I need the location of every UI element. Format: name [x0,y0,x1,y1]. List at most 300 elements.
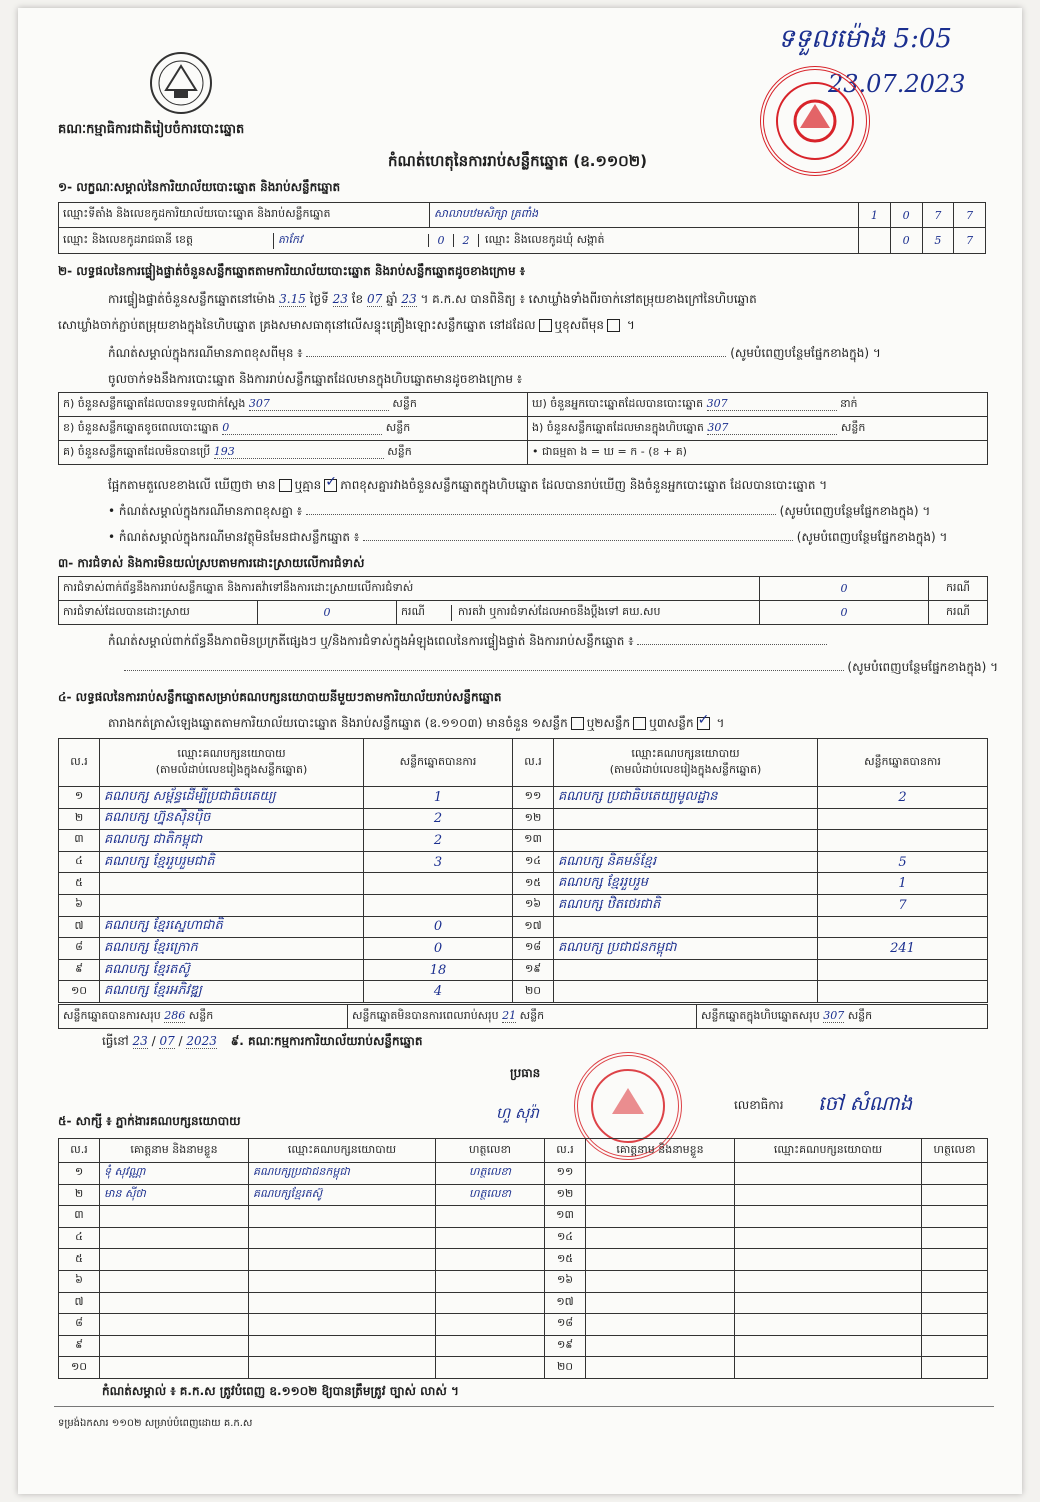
label: ង) ចំនួនសន្លឹកឆ្នោតដែលមានក្នុងហិបឆ្នោត [532,420,704,434]
unit: សន្លឹក [188,1008,214,1022]
witness-name [586,1249,735,1271]
witness-signature [436,1270,545,1292]
row-no: ១១ [545,1163,586,1185]
col-no: ល.រ [59,1139,100,1163]
witness-name: ទុំ សុវណ្ណា [100,1163,249,1185]
row-no: ២ [59,1184,100,1206]
party-name: គណបក្ស ខ្មែរតស៊ូ [100,959,364,981]
table-row [59,787,988,809]
text: ភាពខុសគ្នារវាងចំនួនសន្លឹកឆ្នោតក្នុងហិបឆ្នោត ដែលបានរាប់ឃើញ និងចំនួនអ្នកបោះឆ្នោត ដែលបានបោះឆ្នោត ។ [340,478,828,492]
code-digit: 5 [922,228,954,254]
row-no: ១ [59,787,100,809]
table-row [59,1357,988,1379]
code-digit: 7 [922,203,954,228]
sec2-bullet1 [108,504,998,519]
row-no: ១០ [59,1357,100,1379]
row-no: ២០ [513,981,554,1003]
row-no: ១០ [59,981,100,1003]
sec4-subline: តារាងកត់ត្រាសំឡេងឆ្នោតតាមការិយាល័យបោះឆ្នោត និងរាប់សន្លឹកឆ្នោត (ឧ.១១០៣) មានចំនួន ១សន្លឹក ឬ២សន្លឹក ឬ៣សន្លឹក✓ ។ [108,716,998,731]
unit: សន្លឹក [847,1008,873,1022]
text: តារាងកត់ត្រាសំឡេងឆ្នោតតាមការិយាល័យបោះឆ្នោត និងរាប់សន្លឹកឆ្នោត (ឧ.១១០៣) មានចំនួន ១សន្លឹក [108,716,568,730]
witness-signature [922,1314,988,1336]
witness-party [249,1227,436,1249]
witness-party [249,1270,436,1292]
witness-signature [436,1227,545,1249]
row-no: ៤ [59,1227,100,1249]
text: ផ្អែកតាមតួលេខខាងលើ ឃើញថា មាន [108,478,276,492]
sec3-row1-value: 0 [760,577,929,601]
sec2-line2: សោឃ្លាំងចាក់ភ្ជាប់តម្រុយខាងក្នុងនៃហិបឆ្នោត គ្រងសមាសធាតុនៅលើសន្ទុះគ្រឿងឡោះសន្លឹកឆ្នោត នៅដដែល ឬខុសពីមុន ។ [58,318,635,332]
label: សន្លឹកឆ្នោតបានការសរុប [63,1008,161,1022]
sec4-title: ៤- លទ្ធផលនៃការរាប់សន្លឹកឆ្នោតសម្រាប់គណបក្សនយោបាយនីមួយៗតាមការិយាល័យរាប់សន្លឹកឆ្នោត [58,690,502,704]
text: ថ្ងៃទី [309,292,329,306]
sec1-title: ១- លក្ខណៈសម្គាល់នៃការិយាល័យបោះឆ្នោត និងរាប់សន្លឹកឆ្នោត [58,180,341,194]
col-no: ល.រ [59,739,100,787]
code-digit: 0 [890,203,922,228]
formula: • ជាធម្មតា ង = ឃ = ក - (ខ + គ) [532,444,687,458]
text: កំណត់សម្គាល់ក្នុងករណីមានភាពខុសពីមុន ៖ [108,346,303,360]
sec2-line4: ចូលចាក់ទងនឹងការបោះឆ្នោត និងការរាប់សន្លឹកឆ្នោតដែលមានក្នុងហិបឆ្នោតមានដូចខាងក្រោម ៖ [108,372,523,386]
spoiled-ballots-value: 0 [222,421,382,435]
three-sheet-checkbox[interactable] [697,717,710,730]
row-no: ៨ [59,1314,100,1336]
has-difference-checkbox[interactable] [279,479,292,492]
party-votes: 7 [818,894,988,916]
witness-party [735,1184,922,1206]
row-no: ១៣ [545,1206,586,1228]
party-votes: 2 [818,787,988,809]
sec1-table [58,202,986,254]
row-no: ១៦ [545,1270,586,1292]
sec5-title: ៥- សាក្សី ៖ ភ្នាក់ងារគណបក្សនយោបាយ [58,1114,241,1128]
col-name: គោត្តនាម និងនាមខ្លួន [586,1139,735,1163]
one-sheet-checkbox[interactable] [571,717,584,730]
table-row [59,830,988,852]
party-name: គណបក្ស ខ្មែររួបរួម [554,873,818,895]
witness-signature [922,1270,988,1292]
sec3-row2-label: ការជំទាស់ដែលបានដោះស្រាយ [59,601,258,625]
col-party [554,739,818,787]
label: សន្លឹកឆ្នោតក្នុងហិបឆ្នោតសរុប [701,1008,820,1022]
row-no: ៦ [59,1270,100,1292]
witness-party [249,1357,436,1379]
unit: ករណី [929,601,988,625]
row-no: ១៩ [513,959,554,981]
text: (តាមលំដាប់លេខរៀងក្នុងសន្លឹកឆ្នោត) [155,762,308,776]
row-no: ១២ [545,1184,586,1206]
row-no: ១៤ [545,1227,586,1249]
row-no: ៧ [59,1292,100,1314]
sec2-check-line [108,478,998,493]
totals-table [58,1004,988,1029]
row-no: ៥ [59,873,100,895]
unit: នាក់ [840,396,858,410]
witness-party [735,1335,922,1357]
witness-signature [436,1292,545,1314]
committee-label: ៩. គណៈកម្មការការិយាល័យរាប់សន្លឹកឆ្នោត [230,1034,423,1048]
witness-signature [922,1163,988,1185]
text: ។ គ.ក.ស បានពិនិត្យ ៖ សោឃ្លាំងទាំងពីរចាក់នៅតម្រុយខាងក្រៅនៃហិបឆ្នោត [420,292,757,306]
label: សន្លឹកឆ្នោតមិនបានការពេលរាប់សរុប [352,1008,499,1022]
witness-name [586,1206,735,1228]
witness-table [58,1138,988,1379]
party-votes: 4 [364,981,513,1003]
witness-signature [436,1206,545,1228]
unit: សន្លឹក [385,420,411,434]
party-name [100,894,364,916]
code-digit: 2 [453,234,479,247]
sec1-row2 [59,228,859,254]
sec1-row1-value: សាលាបឋមសិក្សា ត្រពាំង [430,203,859,228]
party-votes [818,959,988,981]
date-day: 23 [132,1034,148,1048]
unit: ករណី [397,605,452,621]
sec3-row2-value: 0 [258,601,397,625]
witness-party [249,1335,436,1357]
row-no: ១២ [513,808,554,830]
total-valid-value: 286 [164,1008,186,1022]
text: ឈ្មោះគណបក្សនយោបាយ [177,746,286,760]
label: ក) ចំនួនសន្លឹកឆ្នោតដែលបានទទួលជាក់ស្តែង [63,396,246,410]
unit: សន្លឹក [519,1008,545,1022]
text: ខែ [351,292,364,306]
party-votes: 241 [818,938,988,960]
date-line: ធ្វើនៅ 23 / 07 / 2023 ៩. គណៈកម្មការការិយាល័យរាប់សន្លឹកឆ្នោត [102,1034,423,1048]
party-name: គណបក្ស ខ្មែរក្រោក [100,938,364,960]
witness-party [249,1292,436,1314]
witness-name [100,1292,249,1314]
table-row [59,916,988,938]
sec3-row1-label: ការជំទាស់ពាក់ព័ន្ធនឹងការរាប់សន្លឹកឆ្នោត និងការតវ៉ាទៅនឹងការដោះស្រាយលើការជំទាស់ [59,577,760,601]
row-no: ១៣ [513,830,554,852]
party-name [554,830,818,852]
text: ការផ្ទៀងផ្ទាត់ចំនួនសន្លឹកឆ្នោតនៅម៉ោង [108,292,276,306]
total-invalid-value: 21 [502,1008,517,1022]
witness-signature: ហត្ថលេខា [436,1184,545,1206]
witness-name [586,1184,735,1206]
row-no: ៩ [59,959,100,981]
sec3-table [58,576,988,625]
party-name: គណបក្ស ឋិតថេរជាតិ [554,894,818,916]
row-no: ១៦ [513,894,554,916]
witness-name [586,1292,735,1314]
witness-signature [922,1357,988,1379]
party-votes: 18 [364,959,513,981]
party-name [100,873,364,895]
top-note: ទទួលម៉ោង 5:05 [778,24,952,54]
unit: សន្លឹក [840,420,866,434]
form-sheet [18,8,1022,1494]
text: • កំណត់សម្គាល់ក្នុងករណីមានភាពខុសគ្នា ៖ [108,504,303,518]
party-name: គណបក្ស ប្រជាជនកម្ពុជា [554,938,818,960]
witness-body [59,1163,988,1379]
witness-name [100,1249,249,1271]
total-box-value: 307 [823,1008,845,1022]
row-no: ១១ [513,787,554,809]
witness-signature [922,1206,988,1228]
row-no: ២ [59,808,100,830]
text: សោឃ្លាំងចាក់ភ្ជាប់តម្រុយខាងក្នុងនៃហិបឆ្នោត គ្រងសមាសធាតុនៅលើសន្ទុះគ្រឿងឡោះសន្លឹកឆ្នោត នៅដដែល [58,318,536,332]
table-row [59,851,988,873]
row-no: ១ [59,1163,100,1185]
text: ឬ២សន្លឹក [586,716,631,730]
party-votes [364,873,513,895]
received-ballots-value: 307 [249,397,389,411]
witness-signature [436,1357,545,1379]
row-no: ១៥ [513,873,554,895]
time-value: 3.15 [279,292,306,306]
code-digit: 0 [890,228,922,254]
witness-signature: ហត្ថលេខា [436,1163,545,1185]
text: ឬខុសពីមុន [554,318,605,332]
witness-party [735,1292,922,1314]
date-year: 2023 [186,1034,217,1048]
witness-party [735,1314,922,1336]
witness-name [586,1163,735,1185]
row-no: ១៧ [513,916,554,938]
party-name: គណបក្ស និគមន៍ខ្មែរ [554,851,818,873]
col-party [100,739,364,787]
president-name: ហួ សុរ៉ា [496,1104,539,1122]
party-name: គណបក្ស ជាតិកម្ពុជា [100,830,364,852]
witness-party [735,1270,922,1292]
two-sheet-checkbox[interactable] [633,717,646,730]
sec1-row2-value: តាកែវ [273,233,428,249]
row-no: ២០ [545,1357,586,1379]
col-votes: សន្លឹកឆ្នោតបានការ [364,739,513,787]
party-name: គណបក្ស ប្រជាធិបតេយ្យមូលដ្ឋាន [554,787,818,809]
witness-name [586,1335,735,1357]
party-name: គណបក្ស ខ្មែរស្នេហាជាតិ [100,916,364,938]
table-row [59,1270,988,1292]
witness-signature [436,1335,545,1357]
footer-divider [54,1406,994,1407]
col-party: ឈ្មោះគណបក្សនយោបាយ [735,1139,922,1163]
row-no: ១៨ [513,938,554,960]
witness-party [735,1249,922,1271]
code-digit: 7 [954,203,986,228]
emblem-icon [146,48,216,118]
table-row [59,873,988,895]
table-row [59,938,988,960]
sec2-counts-table [58,392,988,465]
ballots-in-box-value: 307 [707,421,837,435]
day-value: 23 [332,292,348,306]
table-row [59,1206,988,1228]
party-votes [818,830,988,852]
witness-name [100,1314,249,1336]
witness-signature [436,1249,545,1271]
witness-party [735,1206,922,1228]
sec1-row2-label-b: ឈ្មោះ និងលេខកូដឃុំ សង្កាត់ [485,232,605,246]
sec3-note [108,634,998,649]
row-no: ៧ [59,916,100,938]
party-votes: 1 [364,787,513,809]
row-no: ៣ [59,830,100,852]
sec3-row2-value-b: 0 [760,601,929,625]
table-row [59,981,988,1003]
party-name [554,959,818,981]
changed-checkbox[interactable] [607,319,620,332]
col-no: ល.រ [545,1139,586,1163]
witness-party [249,1206,436,1228]
unit: សន្លឹក [387,444,412,458]
row-no: ១៥ [545,1249,586,1271]
text: ឈ្មោះគណបក្សនយោបាយ [631,746,740,760]
party-votes: 0 [364,916,513,938]
witness-signature [922,1184,988,1206]
party-votes: 2 [364,808,513,830]
table-row [59,1335,988,1357]
unit: សន្លឹក [392,396,417,410]
text: (តាមលំដាប់លេខរៀងក្នុងសន្លឹកឆ្នោត) [609,762,762,776]
party-votes: 0 [364,938,513,960]
row-no: ៨ [59,938,100,960]
sec3-fill-line [58,660,998,675]
party-name: គណបក្ស ហ្វ៊ុនស៊ិនប៉ិច [100,808,364,830]
col-sign: ហត្ថលេខា [436,1139,545,1163]
committee-name: គណៈកម្មាធិការជាតិរៀបចំការបោះឆ្នោត [58,122,245,137]
footer-text: ទម្រង់ឯកសារ ១១០២ សម្រាប់បំពេញដោយ គ.ក.ស [58,1418,253,1429]
party-name [554,981,818,1003]
col-no: ល.រ [513,739,554,787]
witness-name [586,1227,735,1249]
row-no: ១៤ [513,851,554,873]
table-row [59,1314,988,1336]
witness-name [100,1357,249,1379]
label: គ) ចំនួនសន្លឹកឆ្នោតដែលមិនបានប្រើ [63,444,211,458]
col-sign: ហត្ថលេខា [922,1139,988,1163]
voters-value: 307 [707,397,837,411]
text: (សូមបំពេញបន្ថែមផ្នែកខាងក្នុង) ។ [847,660,998,674]
col-votes: សន្លឹកឆ្នោតបានការ [818,739,988,787]
witness-party [249,1314,436,1336]
row-no: ១៧ [545,1292,586,1314]
label: ឃ) ចំនួនអ្នកបោះឆ្នោតដែលបានបោះឆ្នោត [532,396,704,410]
table-row [59,959,988,981]
code-digit: 0 [428,234,453,247]
unused-ballots-value: 193 [214,445,384,459]
results-table [58,738,988,1003]
witness-signature [922,1292,988,1314]
witness-name [100,1206,249,1228]
text: (សូមបំពេញបន្ថែមផ្នែកខាងក្នុង) ។ [779,504,931,518]
party-votes: 2 [364,830,513,852]
secretary-label: លេខាធិការ [734,1098,784,1112]
sec3-row2-label-b: ការតវ៉ា ឬការជំទាស់ដែលអាចនឹងប្តឹងទៅ គឃ.សប [458,604,661,618]
row-no: ៩ [59,1335,100,1357]
footnote: កំណត់សម្គាល់ ៖ គ.ក.ស ត្រូវបំពេញ ឧ.១១០២ ឱ្យបានត្រឹមត្រូវ ច្បាស់ លាស់ ។ [102,1384,459,1398]
sec3-title: ៣- ការជំទាស់ និងការមិនយល់ស្របតាមការដោះស្រាយលើការជំទាស់ [58,556,365,570]
row-no: ១៨ [545,1314,586,1336]
party-name: គណបក្ស ខ្មែរអភិវឌ្ឍ [100,981,364,1003]
text: ឬគ្មាន [294,478,322,492]
year-value: 23 [401,292,417,306]
date-month: 07 [159,1034,175,1048]
party-name: គណបក្ស សម្ព័ន្ធដើម្បីប្រជាធិបតេយ្យ [100,787,364,809]
table-row [59,894,988,916]
row-no: ៤ [59,851,100,873]
table-row [59,1163,988,1185]
witness-name [100,1270,249,1292]
party-votes: 5 [818,851,988,873]
party-votes: 3 [364,851,513,873]
unit: ករណី [929,577,988,601]
party-votes: 1 [818,873,988,895]
witness-party [735,1163,922,1185]
text: ឆ្នាំ [386,292,398,306]
witness-signature [922,1227,988,1249]
sec1-row1-label: ឈ្មោះទីតាំង និងលេខកូដការិយាល័យបោះឆ្នោត និងរាប់សន្លឹកឆ្នោត [59,203,430,228]
witness-name [100,1227,249,1249]
witness-name [100,1335,249,1357]
witness-party: គណបក្សប្រជាជនកម្ពុជា [249,1163,436,1185]
text: (សូមបំពេញបន្ថែមផ្នែកខាងក្នុង) ។ [796,530,948,544]
text: ឬ៣សន្លឹក [649,716,694,730]
table-row [59,808,988,830]
witness-party [735,1357,922,1379]
label: ខ) ចំនួនសន្លឹកឆ្នោតខូចពេលបោះឆ្នោត [63,420,219,434]
unchanged-checkbox[interactable] [539,319,552,332]
top-date: 23.07.2023 [828,70,966,98]
witness-signature [436,1314,545,1336]
party-votes [818,981,988,1003]
form-title: កំណត់ហេតុនៃការរាប់សន្លឹកឆ្នោត (ឧ.១១០២) [388,152,648,170]
col-party: ឈ្មោះគណបក្សនយោបាយ [249,1139,436,1163]
witness-signature [922,1335,988,1357]
text: ធ្វើនៅ [102,1034,129,1048]
secretary-name: ចៅ សំណាង [818,1091,913,1115]
party-name [554,916,818,938]
text: (សូមបំពេញបន្ថែមផ្នែកខាងក្នុង) ។ [730,346,881,360]
party-name [554,808,818,830]
president-label: ប្រធាន [510,1066,541,1080]
sec1-row2-label: ឈ្មោះ និងលេខកូដរាជធានី ខេត្ត [63,232,193,246]
witness-name [586,1314,735,1336]
witness-name [586,1270,735,1292]
text: កំណត់សម្គាល់ពាក់ព័ន្ធនឹងភាពមិនប្រក្រតីផ្សេងៗ ឬ/និងការជំទាស់ក្នុងអំឡុងពេលនៃការផ្ទៀងផ្ទាត់ និងការរាប់សន្លឹកឆ្នោត ៖ [108,634,634,648]
witness-party: គណបក្សខ្មែរតស៊ូ [249,1184,436,1206]
text: • កំណត់សម្គាល់ក្នុងករណីមានវត្ថុមិនមែនជាសន្លឹកឆ្នោត ៖ [108,530,360,544]
witness-name: មាន ស៊ីថា [100,1184,249,1206]
witness-signature [922,1249,988,1271]
row-no: ៥ [59,1249,100,1271]
sec2-line1 [108,292,998,307]
table-row [59,1227,988,1249]
code-digit: 1 [859,203,891,228]
col-name: គោត្តនាម និងនាមខ្លួន [100,1139,249,1163]
witness-party [249,1249,436,1271]
sec2-line3 [108,346,998,361]
official-red-seal-icon [760,66,870,176]
witness-party [735,1227,922,1249]
code-digit: 7 [954,228,986,254]
month-value: 07 [366,292,383,306]
party-votes [818,916,988,938]
table-row [59,1184,988,1206]
sec2-title: ២- លទ្ធផលនៃការផ្ទៀងផ្ទាត់ចំនួនសន្លឹកឆ្នោតតាមការិយាល័យបោះឆ្នោត និងរាប់សន្លឹកឆ្នោតដូចខាងក្រោម ៖ [58,264,526,278]
results-body [59,787,988,1003]
row-no: ៣ [59,1206,100,1228]
sec2-bullet2 [108,530,998,545]
row-no: ៦ [59,894,100,916]
no-difference-checkbox[interactable] [324,479,337,492]
row-no: ១៩ [545,1335,586,1357]
witness-name [586,1357,735,1379]
table-row [59,1249,988,1271]
party-votes [818,808,988,830]
party-name: គណបក្ស ខ្មែររួបរួមជាតិ [100,851,364,873]
